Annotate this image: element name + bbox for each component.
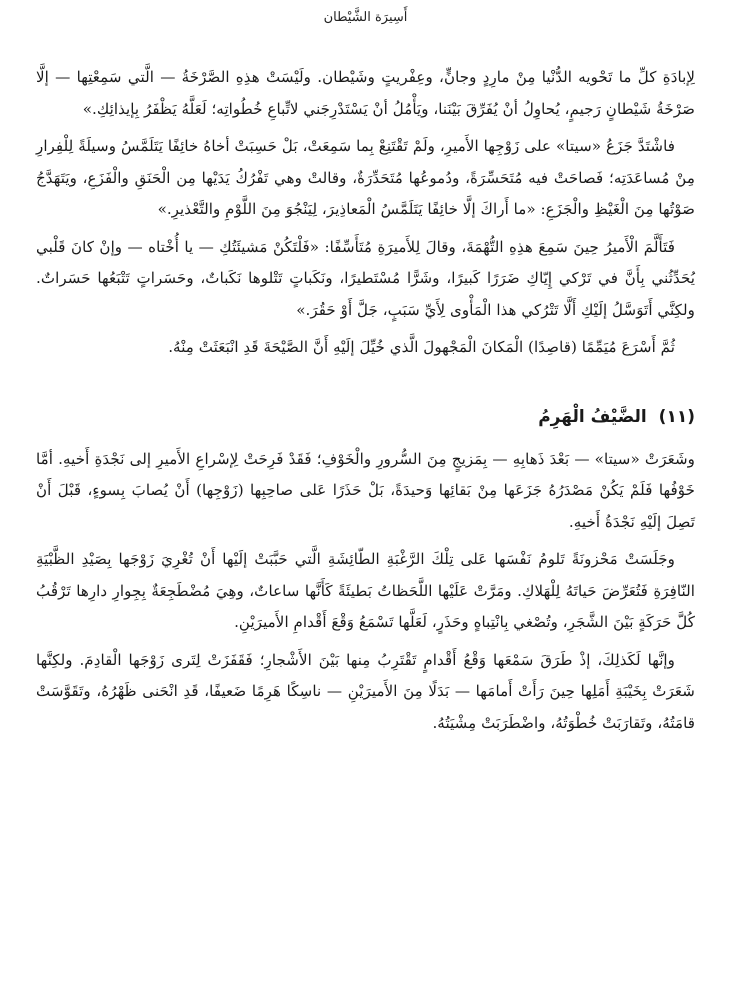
book-page [36,0,695,1000]
chapter-heading [36,402,695,432]
body-text [36,62,695,745]
paragraph: وجَلَسَتْ مَحْزونَةً تَلومُ نَفْسَها عَلى تِلْكَ الرَّغْبَةِ الطّائِشَةِ الَّتي حَبَّبَتْ إلَيْها أَنْ تُغْرِيَ زَوْجَها بِصَيْدِ الظَّبْيَةِ النّافِرَةِ فَتُعَرِّضَ حَياتَهُ لِلْهَلاكِ. ومَرَّتْ عَلَيْها اللَّحَظاتُ بَطيئَةً كَأَنَّها ساعاتٌ، وهِيَ مُضْطَجِعَةٌ بِجِوارِ دارِها تَرْقُبُ كُلَّ حَرَكَةٍ بَيْنَ الشَّجَرِ، وتُصْغي بِانْتِباهٍ وحَذَرٍ، لَعَلَّها تَسْمَعُ وَقْعَ أَقْدامِ الأَميرَيْنِ. [36,550,695,631]
paragraph: وشَعَرَتْ «سيتا» — بَعْدَ ذَهابِهِ — بِمَزيجٍ مِنَ السُّرورِ والْخَوْفِ؛ فَقَدْ فَرِحَتْ لِإسْراعِ الأَميرِ إلى نَجْدَةِ أَخيهِ. أمَّا خَوْفُها فَلَمْ يَكُنْ مَصْدَرُهُ جَزَعَها مِنْ بَقائِها وَحيدَةً، بَلْ حَذَرًا عَلى صاحِبِها (زَوْجِها) أَنْ يُصابَ بِسوءٍ، قَبْلَ أَنْ تَصِلَ إلَيْهِ نَجْدَةُ أَخيهِ. [36,449,695,531]
paragraph: فاشْتَدَّ جَزَعُ «سيتا» على زَوْجِها الأَميرِ، ولَمْ تَقْتَنِعْ بِما سَمِعَتْ، بَلْ حَسِبَتْ أخاهُ خائِفًا يَتَلَمَّسُ وسيلَةً لِلْفِرارِ مِنْ مُساعَدَتِه؛ فَصاحَتْ فيه مُتَحَسِّرَةً، ودُموعُها مُتَحَدِّرَةٌ، وقالتْ وهي تَفْرُكُ يَدَيْها مِن الْحَنَقِ والْفَزَعِ، ويَتَهَدَّجُ صَوْتُها مِنَ الْغَيْظِ والْجَزَعِ: «ما أَراكَ إلَّا خائِفًا يَتَلَمَّسُ الْمَعاذِيرَ، لِيَنْجُوَ مِنَ اللَّوْمِ والتَّعْذيرِ.» [36,137,695,218]
paragraph: وإنَّها لَكَذلِكَ، إذْ طَرَقَ سَمْعَها وَقْعُ أَقْدامٍ تَقْتَرِبُ مِنها بَيْنَ الأَشْجارِ؛ فَقَفَزَتْ لِتَرى زَوْجَها الْقادِمَ. ولكِنَّها شَعَرَتْ بِخَيْبَةِ أَمَلِها حِينَ رَأَتْ أَمامَها — بَدَلًا مِنَ الأَميرَيْنِ — ناسِكًا هَرِمًا ضَعيفًا، قَدِ انْحَنى ظَهْرُهُ، وتَقَوَّسَتْ قامَتُهُ، وتَقارَبَتْ خُطْوَتُهُ، واضْطَرَبَتْ مِشْيَتُهُ. [36,650,695,732]
paragraph: لِإبادَةِ كلِّ ما تَحْويه الدُّنْيا مِنْ مارِدٍ وجانٍّ، وعِفْريتٍ وشَيْطان. ولَيْسَتْ هذِهِ الصَّرْخَةُ — الَّتي سَمِعْتِها — إلَّا صَرْخَةُ شَيْطانٍ رَجيمٍ، يُحاوِلُ أنْ يُفَرِّقَ بَيْنَنا، ويَأْمُلُ أنْ يَسْتَدْرِجَني لاتِّباعِ خُطُواتِه؛ لَعَلَّهُ يَظْفَرُ بِإيذائِكِ.» [36,68,695,118]
chapter-title: الضَّيْفُ الْهَرِمُ [538,406,647,427]
running-header: أَسِيرَة الشَّيْطان [323,10,408,25]
paragraph: ثُمَّ أَسْرَعَ مُيَمِّمًا (قاصِدًا) الْمَكانَ الْمَجْهولَ الَّذي خُيِّلَ إلَيْهِ أَنَّ الصَّيْحَةَ قَدِ انْبَعَثَتْ مِنْهُ. [168,338,675,356]
chapter-number: (١١) [658,406,695,427]
paragraph: فَتَأَلَّمَ الْأَميرُ حِينَ سَمِعَ هذِهِ التُّهْمَةَ، وقالَ لِلأَميرَةِ مُتَأَسِّفًا: «فَلْتَكُنْ مَشيئَتُكِ — يا أُخْتاه — وإنْ كانَ قَلْبي يُحَدِّثُني بِأَنَّ في تَرْكي إِيّاكِ ضَرَرًا كَبيرًا، وشَرًّا مُسْتَطيرًا، ونَكَباتٍ تَتْلوها نَكَباتٌ، وحَسَراتٍ تَتْبَعُها حَسَراتٌ. ولكِنَّي أَتَوَسَّلُ إلَيْكِ أَلَّا تَتْرُكي هذا الْمَأْوى لِأَيِّ سَبَبٍ، جَلَّ أَوْ حَقُرَ.» [36,237,695,319]
